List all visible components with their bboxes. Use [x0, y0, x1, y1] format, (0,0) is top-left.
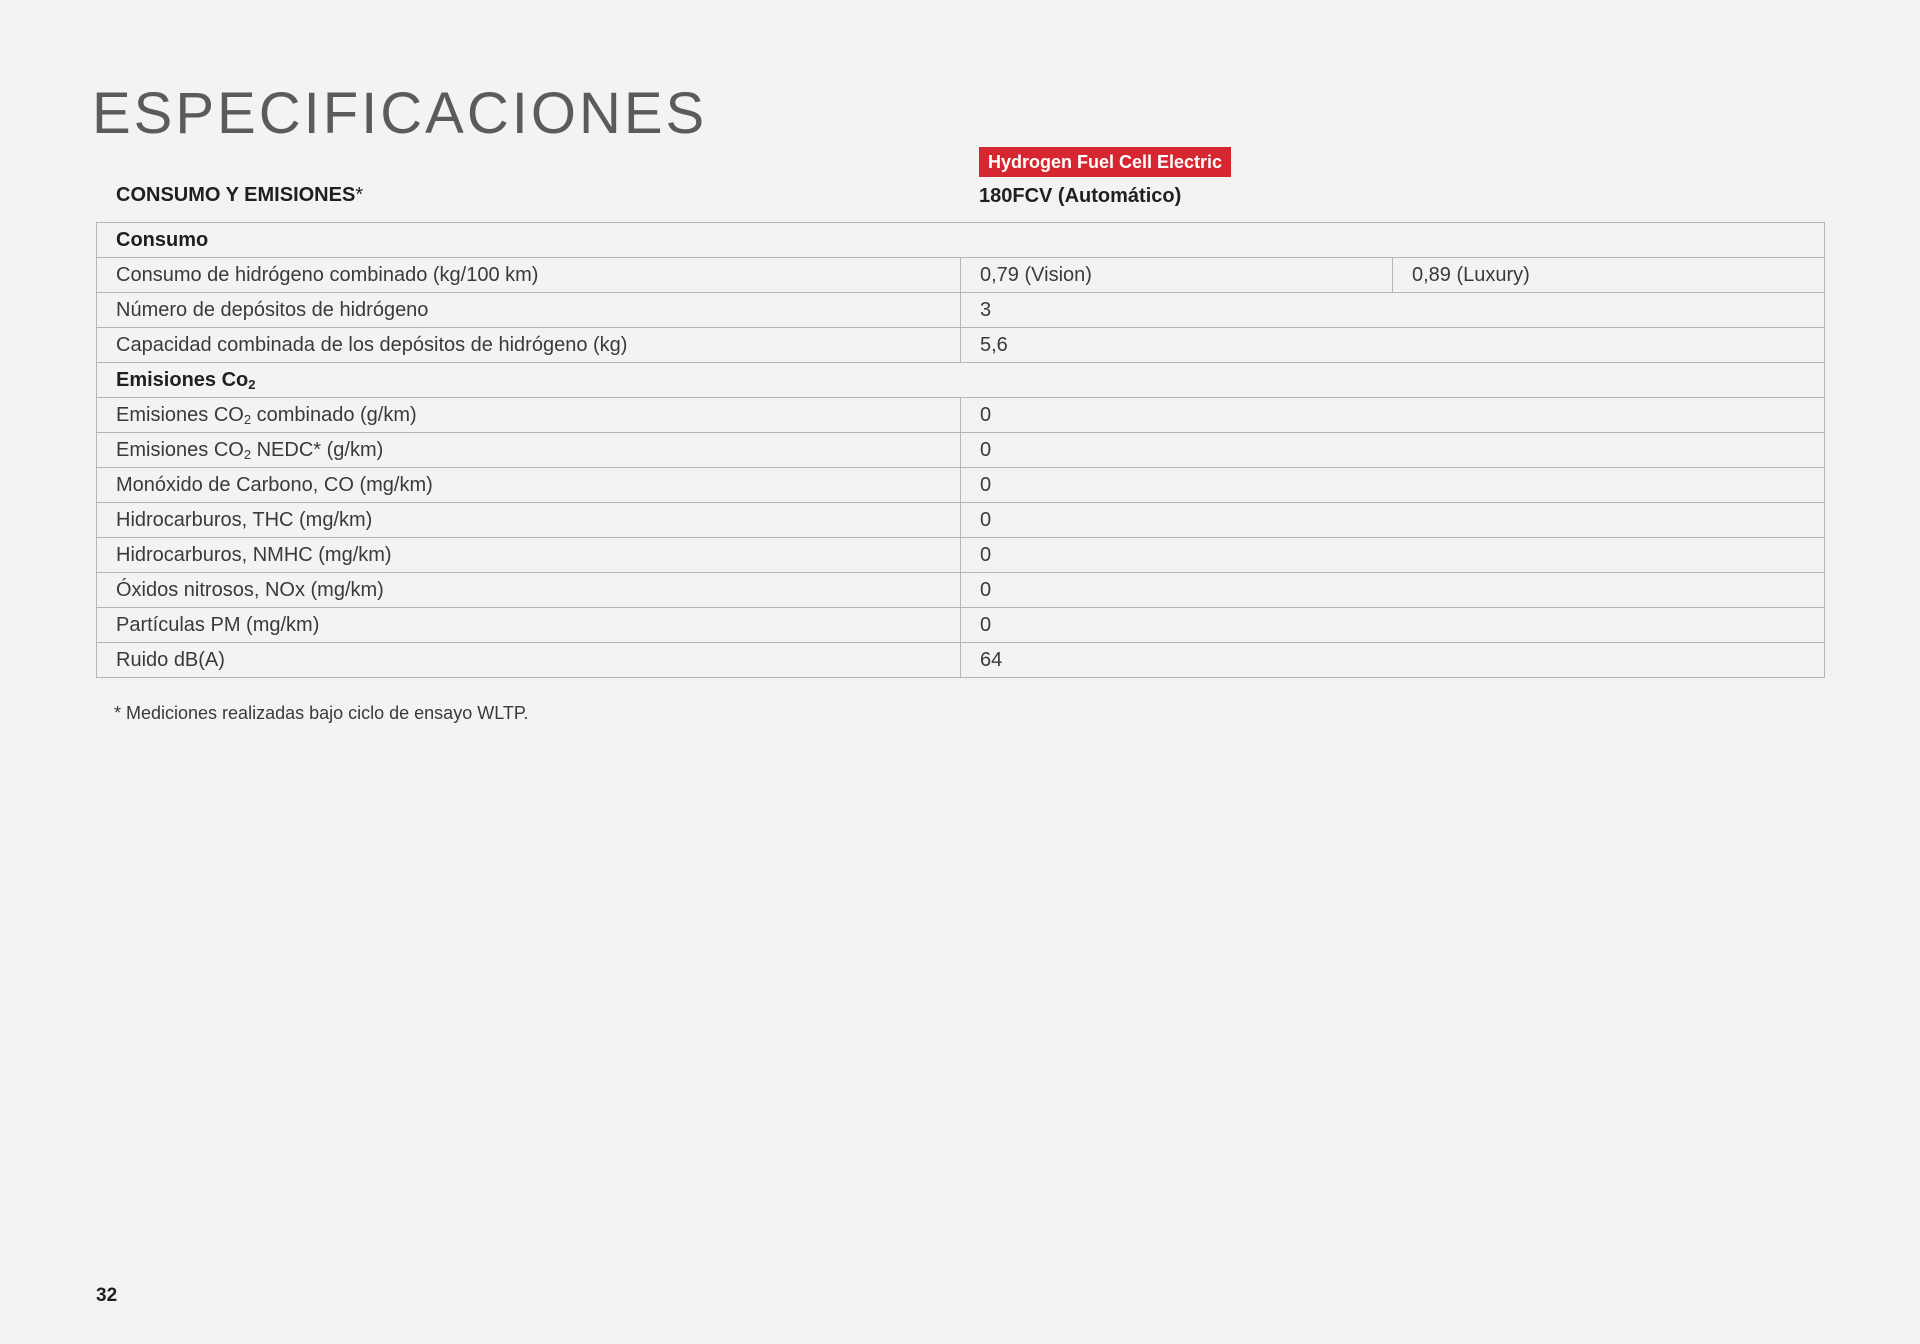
row-label-suffix: combinado (g/km)	[251, 403, 417, 426]
model-name: 180FCV (Automático)	[979, 185, 1182, 207]
row-label: Monóxido de Carbono, CO (mg/km)	[97, 468, 961, 503]
row-label: Partículas PM (mg/km)	[97, 608, 961, 643]
row-value: 5,6	[961, 328, 1825, 363]
table-row	[97, 608, 1825, 643]
section-title	[116, 184, 363, 207]
row-value: 0	[961, 538, 1825, 573]
table-row	[97, 643, 1825, 678]
row-value: 0	[961, 573, 1825, 608]
row-label: Ruido dB(A)	[97, 643, 961, 678]
table-row	[97, 293, 1825, 328]
row-label: Óxidos nitrosos, NOx (mg/km)	[97, 573, 961, 608]
table-row	[97, 503, 1825, 538]
row-label-text: Emisiones CO	[116, 438, 244, 461]
page-title: ESPECIFICACIONES	[92, 81, 708, 146]
table-row	[97, 328, 1825, 363]
row-label	[97, 398, 961, 433]
section-title-asterisk: *	[355, 184, 364, 206]
table-row	[97, 573, 1825, 608]
row-value: 0	[961, 433, 1825, 468]
group-label-emisiones-text: Emisiones Co	[116, 368, 249, 391]
row-label: Consumo de hidrógeno combinado (kg/100 km)	[97, 258, 961, 293]
row-value-2: 0,89 (Luxury)	[1393, 258, 1825, 293]
row-value: 0	[961, 468, 1825, 503]
row-value: 64	[961, 643, 1825, 678]
row-value: 3	[961, 293, 1825, 328]
table-row	[97, 398, 1825, 433]
footnote: * Mediciones realizadas bajo ciclo de ensayo WLTP.	[114, 703, 529, 723]
row-label: Hidrocarburos, NMHC (mg/km)	[97, 538, 961, 573]
row-value: 0	[961, 398, 1825, 433]
page-number: 32	[96, 1285, 118, 1306]
group-label-consumo: Consumo	[97, 223, 1825, 258]
table-row	[97, 258, 1825, 293]
group-label-emisiones	[97, 363, 1825, 398]
row-value: 0	[961, 608, 1825, 643]
section-title-text: CONSUMO Y EMISIONES	[116, 184, 356, 206]
row-label-suffix: NEDC* (g/km)	[251, 438, 384, 461]
row-label: Hidrocarburos, THC (mg/km)	[97, 503, 961, 538]
row-label: Número de depósitos de hidrógeno	[97, 293, 961, 328]
model-badge: Hydrogen Fuel Cell Electric	[979, 147, 1231, 177]
row-label-subscript: 2	[243, 446, 252, 462]
row-label-text: Emisiones CO	[116, 403, 244, 426]
group-row-consumo	[97, 223, 1825, 258]
specs-table	[96, 222, 1825, 678]
group-label-emisiones-subscript: 2	[248, 376, 256, 392]
table-row	[97, 433, 1825, 468]
row-value: 0	[961, 503, 1825, 538]
row-label-subscript: 2	[243, 411, 252, 427]
row-value: 0,79 (Vision)	[961, 258, 1393, 293]
row-label	[97, 433, 961, 468]
table-row	[97, 538, 1825, 573]
row-label: Capacidad combinada de los depósitos de hidrógeno (kg)	[97, 328, 961, 363]
table-row	[97, 468, 1825, 503]
group-row-emisiones	[97, 363, 1825, 398]
